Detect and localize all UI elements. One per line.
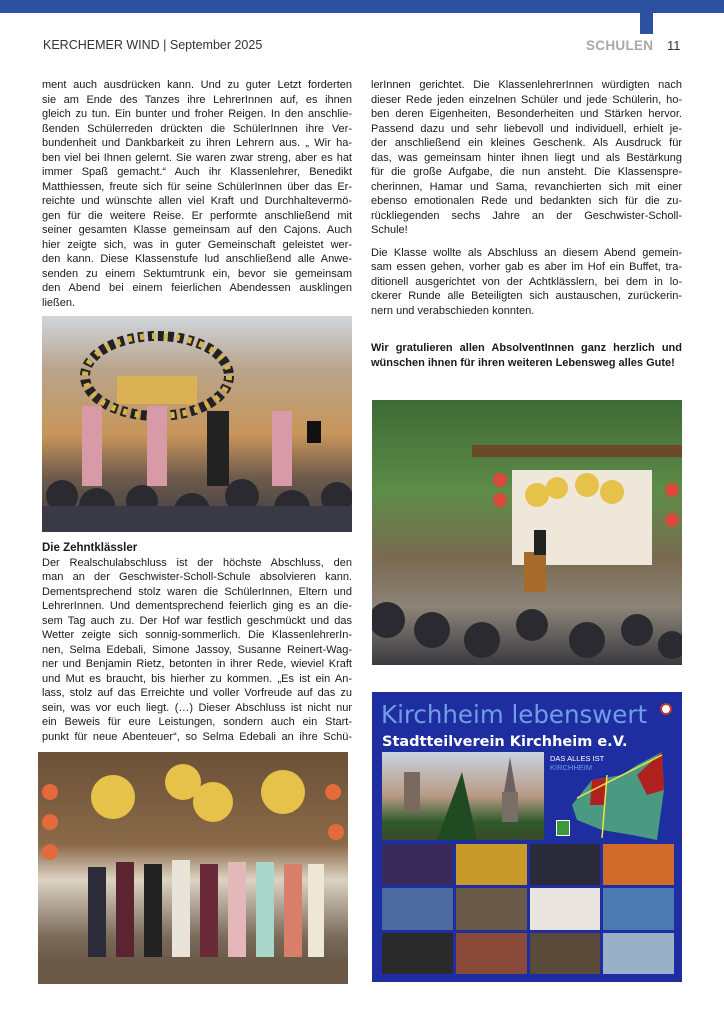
text-line: seiner gesamten Klasse gemeinsam auf den Cajons. Auch <box>42 224 352 236</box>
paragraph <box>42 556 352 745</box>
text-line: cherinnen, Hamar und Sama, revanchierten sich mit einer <box>371 180 682 193</box>
text-line: Matthiessen, freute sich für seine SchülerInnen über das Er- <box>42 180 352 193</box>
text-line: hier zeigte sich, was in guter Gemeinschaft geleistet wer- <box>42 238 352 251</box>
text-line: bundenheit und Dankbarkeit zu ihren Lehrern aus. „ Wir ha- <box>42 137 352 149</box>
text-line: ditionell ausgerichtet von der Achtklässlern, bei dem in lo- <box>371 275 682 288</box>
photo-outdoor-stage-speech <box>372 400 682 665</box>
text-line: der anschließend ein kleines Geschenk. Als Ausdruck für <box>371 137 682 149</box>
text-line: ßenden Schülerreden drückten die SchülerInnen ihre Ver- <box>42 122 352 135</box>
advert-photo-collage <box>382 844 674 974</box>
section-zehntklaessler <box>42 541 352 744</box>
text-line: gen für die weitere Reise. Er performte anschließend mit <box>42 209 352 222</box>
text-line: wünschen ihnen für ihren weiteren Lebensweg alles Gute! <box>371 356 675 369</box>
text-line: Der Realschulabschluss ist der höchste Abschluss, den <box>42 556 352 569</box>
text-line: ließen. <box>42 296 76 309</box>
text-line: man an der Geschwister-Scholl-Schule absolvieren kann. <box>42 571 352 583</box>
publication-header: KERCHEMER WIND | September 2025 <box>43 38 263 52</box>
text-line: Wetter zeigte sich sonnig-sommerlich. Die KlassenlehrerIn- <box>42 629 352 641</box>
text-line: LehrerInnen. Und dementsprechend feierlich ging es an die- <box>42 600 352 612</box>
text-line: ein Beweis für eure Leistungen, sondern auch ein Start- <box>42 716 352 728</box>
text-line: nen, Selma Edebali, Simone Jassoy, Susanne Reinert-Wag- <box>42 643 352 656</box>
top-brand-bar <box>0 0 724 13</box>
coat-of-arms-icon <box>556 820 570 836</box>
text-line: reichte und wünschte allen viel Kraft und Durchhaltevermö- <box>42 195 352 207</box>
advert-tagline-1: DAS ALLES IST <box>550 754 605 763</box>
advert-kirchheim-lebenswert <box>372 692 682 982</box>
text-line: ben deren Eigenheiten, Besonderheiten und Stärken hervor. <box>371 108 682 120</box>
photo-stage-dance-ak25 <box>42 316 352 532</box>
text-line: dieser Rede jeden einzelnen Schüler und jede Schülerin, ho- <box>371 93 682 106</box>
text-line: ebenso emotionalen Rede und bedankten sich für die zu- <box>371 195 682 207</box>
paragraph <box>42 78 352 310</box>
text-line: Passend dazu und sehr liebevoll und individuell, erhielt je- <box>371 122 682 135</box>
section-heading: Die Zehntklässler <box>42 542 138 554</box>
text-line: lerInnen gerichtet. Die KlassenlehrerInnen würdigten nach <box>371 79 682 91</box>
text-line: den Abend bei einem feierlichen Abendessen ausklingen <box>42 282 352 294</box>
text-line: Wir gratulieren allen AbsolventInnen ganz herzlich und <box>371 342 682 354</box>
text-line: sem Tag auch zu. Der Hof war festlich geschmückt und das <box>42 614 352 627</box>
left-intro-text <box>42 78 352 310</box>
paragraph <box>371 246 682 319</box>
advert-title: Kirchheim lebenswert <box>381 700 648 729</box>
text-line: ment auch ausdrücken kann. Und zu guter Letzt forderten <box>42 79 352 91</box>
text-line: und Mut es braucht, bis hierher zu kommen. „Es ist ein An- <box>42 672 352 685</box>
text-line: rückliegenden sechs Jahre an der Geschwister-Scholl- <box>371 209 682 222</box>
photo-illustration <box>38 752 348 984</box>
page-number: 11 <box>667 38 681 53</box>
section-title: SCHULEN <box>586 38 654 53</box>
paragraph <box>371 341 682 370</box>
photo-illustration <box>372 400 682 665</box>
text-line: gleich zu tun. Ein bunter und froher Reigen. In den anschlie- <box>42 108 352 120</box>
photo-illustration <box>42 316 352 532</box>
text-line: ner und Benjamin Rietz, betonten in ihrer Rede, wieviel Kraft <box>42 658 352 670</box>
section-tab-marker <box>640 13 653 34</box>
seal-icon <box>660 703 672 715</box>
district-map-icon <box>562 750 667 840</box>
right-text <box>371 78 682 326</box>
text-line: immer Spaß gemacht.“ Auch ihr Klassenlehrer, Benedikt <box>42 166 352 178</box>
text-line: lass, stolz auf das Erreichte und voller Vorfreude auf das zu <box>42 687 352 699</box>
advert-subtitle: Stadtteilverein Kirchheim e.V. <box>382 734 628 750</box>
text-line: Die Klasse wollte als Abschluss an diesem Abend gemein- <box>371 246 682 259</box>
text-line: das, was gemeinsam hinter ihnen liegt und als Bestärkung <box>371 151 682 164</box>
text-line: senden zu einem Sektumtrunk ein, bevor sie gemeinsam <box>42 267 352 280</box>
text-line: punkt für neue Abenteuer“, so Selma Edebali an ihre Schü- <box>42 730 352 743</box>
paragraph <box>371 78 682 238</box>
text-line: sie am Ende des Tanzes ihre LehrerInnen auf, es ihnen <box>42 93 352 106</box>
text-line: Dementsprechend stolz waren die SchülerInnen, Eltern und <box>42 585 352 598</box>
text-line: Schule! <box>371 224 408 236</box>
advert-tagline-2: KIRCHHEIM <box>550 763 593 772</box>
text-line: sein, was vor euch liegt. (…) Dieser Abschluss ist nicht nur <box>42 701 352 714</box>
text-line: ben viel bei Ihnen gelernt. Sie waren zwar streng, aber es hat <box>42 151 352 164</box>
text-line: den kann. Diese Klassenstufe lud anschließend alle Anwe- <box>42 253 352 265</box>
advert-village-photo <box>382 752 544 840</box>
text-line: sam essen gehen, vorher gab es aber im Hof ein Buffet, tra- <box>371 261 682 273</box>
photo-graduates-group <box>38 752 348 984</box>
congratulations-text <box>371 341 682 370</box>
text-line: für die große Aufgabe, die nun ansteht. Die Klassenspre- <box>371 166 682 178</box>
text-line: nern und verabschieden konnten. <box>371 304 535 317</box>
text-line: ckerer Runde alle Beteiligten sich austauschen, zurückerin- <box>371 290 682 302</box>
